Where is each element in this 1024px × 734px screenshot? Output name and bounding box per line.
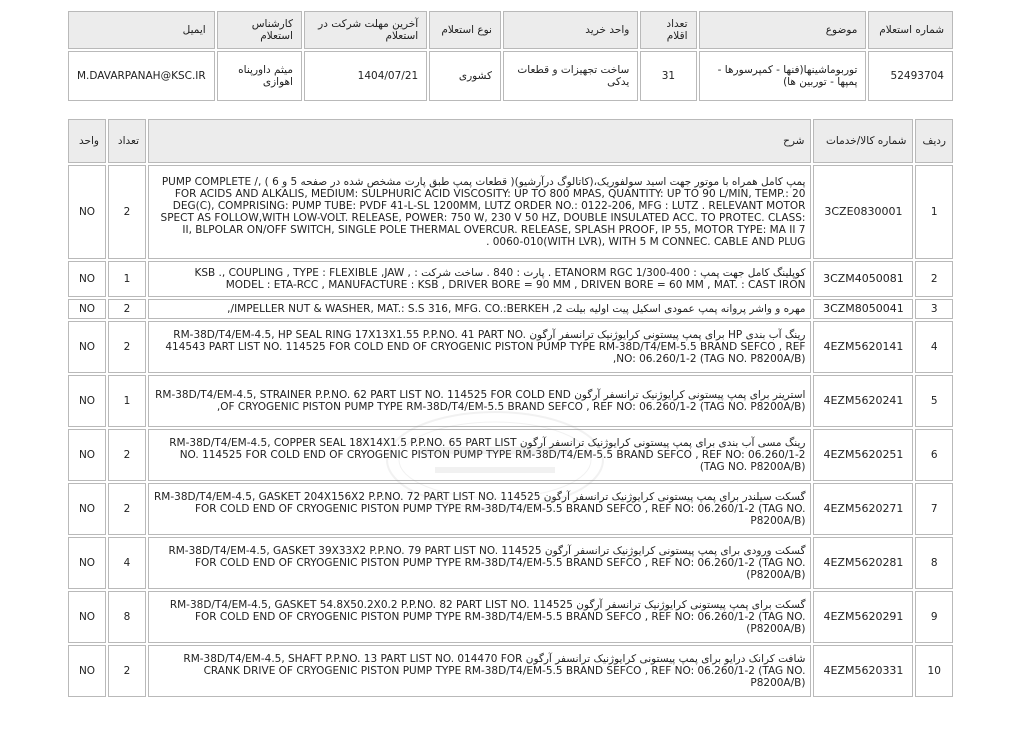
item-quantity: 1: [108, 261, 146, 297]
summary-values-row: [68, 51, 953, 101]
row-number: 9: [915, 591, 953, 643]
table-row: [68, 591, 953, 643]
item-description: مهره و واشر پروانه پمپ عمودی اسکیل پیت اولیه بیلت 2, IMPELLER NUT & WASHER, MAT.: S.S 316, MFG. CO.:BERKEH/,: [148, 299, 811, 319]
row-number: 2: [915, 261, 953, 297]
inquiry-subject: توربوماشینها(فنها - کمپرسورها - پمپها - توربین ها): [699, 51, 867, 101]
item-quantity: 2: [108, 321, 146, 373]
item-description: رینگ مسی آب بندی برای پمپ پیستونی کرایوژنیک ترانسفر آرگون RM-38D/T4/EM-4.5, COPPER SEAL 18X14X1.5 P.P.NO. 65 PART LIST NO. 114525 FOR COLD END OF CRYOGENIC PISTON PUMP TYPE RM-38D/T4/EM-5.5 BRAND SEFCO , REF NO: 06.260/1-2 (TAG NO. P8200A/B): [148, 429, 811, 481]
row-number: 10: [915, 645, 953, 697]
header-purchase-unit: واحد خرید: [503, 11, 638, 49]
item-description: گسکت سیلندر برای پمپ پیستونی کرایوژنیک ترانسفر آرگون RM-38D/T4/EM-4.5, GASKET 204X156X2 P.P.NO. 72 PART LIST NO. 114525 FOR COLD END OF CRYOGENIC PISTON PUMP TYPE RM-38D/T4/EM-5.5 BRAND SEFCO , REF NO: 06.260/1-2 (TAG NO. P8200A/B): [148, 483, 811, 535]
table-row: [68, 299, 953, 319]
item-unit: NO: [68, 483, 106, 535]
item-code: 4EZM5620291: [813, 591, 913, 643]
header-unit: واحد: [68, 119, 106, 163]
item-code: 4EZM5620141: [813, 321, 913, 373]
table-row: [68, 645, 953, 697]
item-unit: NO: [68, 261, 106, 297]
header-inquiry-number: شماره استعلام: [868, 11, 953, 49]
summary-header-row: [68, 11, 953, 49]
item-quantity: 1: [108, 375, 146, 427]
deadline-date: 1404/07/21: [304, 51, 427, 101]
item-description: رینگ آب بندی HP برای پمپ پیستونی کرایوژنیک ترانسفر آرگون RM-38D/T4/EM-4.5, HP SEAL RING 17X13X1.55 P.P.NO. 41 PART NO. 414543 PART LIST NO. 114525 FOR COLD END OF CRYOGENIC PISTON PUMP TYPE RM-38D/T4/EM-5.5 BRAND SEFCO , REF NO: 06.260/1-2 (TAG NO. P8200A/B),: [148, 321, 811, 373]
inquiry-type: کشوری: [429, 51, 501, 101]
table-row: [68, 261, 953, 297]
header-expert: کارشناس استعلام: [217, 11, 302, 49]
header-subject: موضوع: [699, 11, 867, 49]
table-row: [68, 429, 953, 481]
table-row: [68, 375, 953, 427]
row-number: 5: [915, 375, 953, 427]
items-body: [68, 165, 953, 697]
row-number: 3: [915, 299, 953, 319]
header-item-code: شماره کالا/خدمات: [813, 119, 913, 163]
table-row: [68, 537, 953, 589]
item-description: گسکت برای پمپ پیستونی کرایوژنیک ترانسفر آرگون RM-38D/T4/EM-4.5, GASKET 54.8X50.2X0.2 P.P.NO. 82 PART LIST NO. 114525 FOR COLD END OF CRYOGENIC PISTON PUMP TYPE RM-38D/T4/EM-5.5 BRAND SEFCO , REF NO: 06.260/1-2 (TAG NO. P8200A/B)): [148, 591, 811, 643]
header-quantity: تعداد: [108, 119, 146, 163]
item-description: گسکت ورودی برای پمپ پیستونی کرایوژنیک ترانسفر آرگون RM-38D/T4/EM-4.5, GASKET 39X33X2 P.P.NO. 79 PART LIST NO. 114525 FOR COLD END OF CRYOGENIC PISTON PUMP TYPE RM-38D/T4/EM-5.5 BRAND SEFCO , REF NO: 06.260/1-2 (TAG NO. P8200A/B)): [148, 537, 811, 589]
item-unit: NO: [68, 321, 106, 373]
row-number: 7: [915, 483, 953, 535]
item-code: 4EZM5620271: [813, 483, 913, 535]
item-unit: NO: [68, 429, 106, 481]
item-quantity: 2: [108, 165, 146, 259]
row-number: 4: [915, 321, 953, 373]
item-quantity: 2: [108, 483, 146, 535]
item-description: پمپ کامل همراه با موتور جهت اسید سولفوریک،(کاتالوگ درآرشیو)( قطعات پمپ طبق پارت مشخص شده در صفحه 5 و 6 ) ,/ PUMP COMPLETE FOR ACIDS AND ALKALIS, MEDIUM: SULPHURIC ACID VISCOSITY: UP TO 800 MPAS, QUANTITY: UP TO 90 L/MIN, TEMP.: 20 DEG(C), COMPRISING: PUMP TUBE: PVDF 41-L-SL 1200MM, LUTZ ORDER NO.: 0122-206, MFG : LUTZ . RELEVANT MOTOR SPECT AS FOLLOW,WITH LOW-VOLT. RELEASE, POWER: 750 W, 230 V 50 HZ, DOUBLE INSULATED ACC. TO PROTEC. CLASS: II, BLPOLAR ON/OFF SWITCH, SINGLE POLE THERMAL OVERCUR. RELEASE, SPLASH PROOF, IP 55, MOTOR TYPE: MA II 7 0060-010(WITH LVR), WITH 5 M CONNEC. CABLE AND PLUG .: [148, 165, 811, 259]
item-code: 4EZM5620331: [813, 645, 913, 697]
item-unit: NO: [68, 591, 106, 643]
row-number: 6: [915, 429, 953, 481]
item-unit: NO: [68, 375, 106, 427]
row-number: 8: [915, 537, 953, 589]
item-code: 4EZM5620241: [813, 375, 913, 427]
item-code: 3CZM8050041: [813, 299, 913, 319]
header-inquiry-type: نوع استعلام: [429, 11, 501, 49]
item-code: 3CZM4050081: [813, 261, 913, 297]
item-count: 31: [640, 51, 696, 101]
item-unit: NO: [68, 537, 106, 589]
item-description: شافت کرانک درایو برای پمپ پیستونی کرایوژنیک ترانسفر آرگون RM-38D/T4/EM-4.5, SHAFT P.P.NO. 13 PART LIST NO. 014470 FOR CRANK DRIVE OF CRYOGENIC PISTON PUMP TYPE RM-38D/T4/EM-5.5 BRAND SEFCO , REF NO: 06.260/1-2 (TAG NO. P8200A/B): [148, 645, 811, 697]
item-code: 4EZM5620281: [813, 537, 913, 589]
header-description: شرح: [148, 119, 811, 163]
purchase-unit: ساخت تجهیزات و قطعات یدکی: [503, 51, 638, 101]
email-link[interactable]: M.DAVARPANAH@KSC.IR: [68, 51, 215, 101]
item-quantity: 2: [108, 429, 146, 481]
item-quantity: 8: [108, 591, 146, 643]
item-quantity: 2: [108, 299, 146, 319]
item-description: استرینر برای پمپ پیستونی کرایوژنیک ترانسفر آرگون RM-38D/T4/EM-4.5, STRAINER P.P.NO. 62 PART LIST NO. 114525 FOR COLD END OF CRYOGENIC PISTON PUMP TYPE RM-38D/T4/EM-5.5 BRAND SEFCO , REF NO: 06.260/1-2 (TAG NO. P8200A/B),: [148, 375, 811, 427]
item-unit: NO: [68, 165, 106, 259]
item-unit: NO: [68, 645, 106, 697]
item-code: 3CZE0830001: [813, 165, 913, 259]
table-row: [68, 483, 953, 535]
expert-name: میثم داورپناه اهوازی: [217, 51, 302, 101]
items-header-row: [68, 119, 953, 163]
inquiry-number: 52493704: [868, 51, 953, 101]
header-deadline: آخرین مهلت شرکت در استعلام: [304, 11, 427, 49]
item-description: کوپلینگ کامل جهت پمپ : ETANORM RGC 1/300-400 . پارت : 840 . ساخت شرکت : KSB ., COUPLING , TYPE : FLEXIBLE ,JAW , MODEL : ETA-RCC , MANUFACTURE : KSB , DRIVER BORE = 90 MM , DRIVEN BORE = 60 MM , MAT. : CAST IRON: [148, 261, 811, 297]
inquiry-summary-table: [66, 9, 955, 103]
row-number: 1: [915, 165, 953, 259]
item-unit: NO: [68, 299, 106, 319]
item-code: 4EZM5620251: [813, 429, 913, 481]
item-quantity: 4: [108, 537, 146, 589]
header-row-number: ردیف: [915, 119, 953, 163]
item-quantity: 2: [108, 645, 146, 697]
header-email: ایمیل: [68, 11, 215, 49]
table-row: [68, 321, 953, 373]
header-item-count: تعداد اقلام: [640, 11, 696, 49]
table-row: [68, 165, 953, 259]
items-table: [66, 117, 955, 699]
